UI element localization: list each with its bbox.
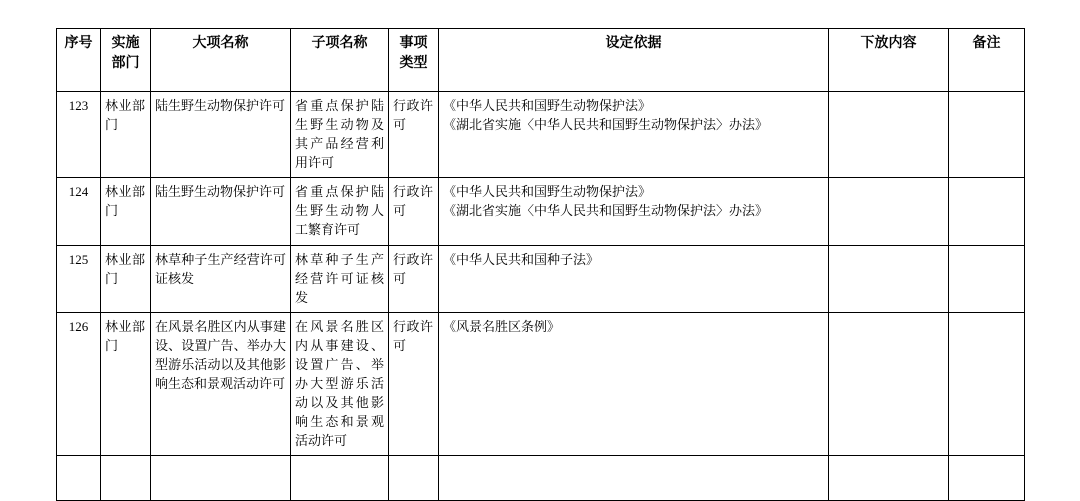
column-header-major-item: 大项名称 (151, 29, 291, 92)
cell-major-item: 在风景名胜区内从事建设、设置广告、举办大型游乐活动以及其他影响生态和景观活动许可 (151, 313, 291, 456)
basis-line: 《中华人民共和国野生动物保护法》 (443, 184, 652, 200)
basis-line: 《湖北省实施〈中华人民共和国野生动物保护法〉办法》 (443, 116, 769, 132)
cell-delegation (829, 92, 949, 178)
cell-major-item: 陆生野生动物保护许可 (151, 178, 291, 246)
cell-department (101, 456, 151, 501)
table-row (57, 178, 1025, 246)
basis-line: 《中华人民共和国野生动物保护法》 (443, 98, 652, 113)
cell-sub-item: 在风景名胜区内从事建设、设置广告、举办大型游乐活动以及其他影响生态和景观活动许可 (291, 313, 389, 456)
column-header-department-line2: 部门 (111, 56, 140, 72)
column-header-delegation: 下放内容 (829, 29, 949, 92)
table-row (57, 313, 1025, 456)
cell-seq: 125 (57, 245, 101, 313)
basis-line: 《湖北省实施〈中华人民共和国野生动物保护法〉办法》 (443, 203, 769, 219)
cell-note (949, 245, 1025, 313)
cell-delegation (829, 245, 949, 313)
table-row (57, 92, 1025, 178)
cell-item-type (389, 456, 439, 501)
cell-major-item: 林草种子生产经营许可证核发 (151, 245, 291, 313)
cell-delegation (829, 178, 949, 246)
cell-delegation (829, 456, 949, 501)
cell-sub-item: 省重点保护陆生野生动物人工繁育许可 (291, 178, 389, 246)
column-header-item-type (389, 29, 439, 92)
column-header-department-line1: 实施 (111, 36, 140, 51)
cell-basis (439, 178, 829, 246)
cell-seq: 123 (57, 92, 101, 178)
cell-department: 林业部门 (101, 178, 151, 246)
cell-major-item (151, 456, 291, 501)
cell-basis (439, 92, 829, 178)
table-header (57, 29, 1025, 92)
cell-major-item: 陆生野生动物保护许可 (151, 92, 291, 178)
basis-line: 《风景名胜区条例》 (443, 319, 561, 335)
cell-department: 林业部门 (101, 245, 151, 313)
cell-delegation (829, 313, 949, 456)
cell-item-type: 行政许可 (389, 245, 439, 313)
column-header-sub-item: 子项名称 (291, 29, 389, 92)
column-header-note: 备注 (949, 29, 1025, 92)
cell-note (949, 92, 1025, 178)
cell-seq: 126 (57, 313, 101, 456)
cell-note (949, 178, 1025, 246)
basis-line: 《中华人民共和国种子法》 (443, 251, 600, 267)
column-header-department (101, 29, 151, 92)
cell-seq (57, 456, 101, 501)
cell-basis (439, 456, 829, 501)
cell-department: 林业部门 (101, 92, 151, 178)
cell-seq: 124 (57, 178, 101, 246)
cell-note (949, 313, 1025, 456)
cell-sub-item: 省重点保护陆生野生动物及其产品经营利用许可 (291, 92, 389, 178)
cell-basis (439, 313, 829, 456)
cell-item-type: 行政许可 (389, 92, 439, 178)
cell-item-type: 行政许可 (389, 178, 439, 246)
table-row (57, 245, 1025, 313)
table-row-empty (57, 456, 1025, 501)
cell-item-type: 行政许可 (389, 313, 439, 456)
column-header-seq: 序号 (57, 29, 101, 92)
cell-department: 林业部门 (101, 313, 151, 456)
table-body (57, 92, 1025, 501)
cell-basis (439, 245, 829, 313)
column-header-item-type-line2: 类型 (399, 56, 428, 72)
column-header-basis: 设定依据 (439, 29, 829, 92)
permits-table (56, 28, 1025, 501)
table-header-row (57, 29, 1025, 92)
column-header-item-type-line1: 事项 (399, 36, 428, 51)
cell-sub-item: 林草种子生产经营许可证核发 (291, 245, 389, 313)
cell-note (949, 456, 1025, 501)
cell-sub-item (291, 456, 389, 501)
